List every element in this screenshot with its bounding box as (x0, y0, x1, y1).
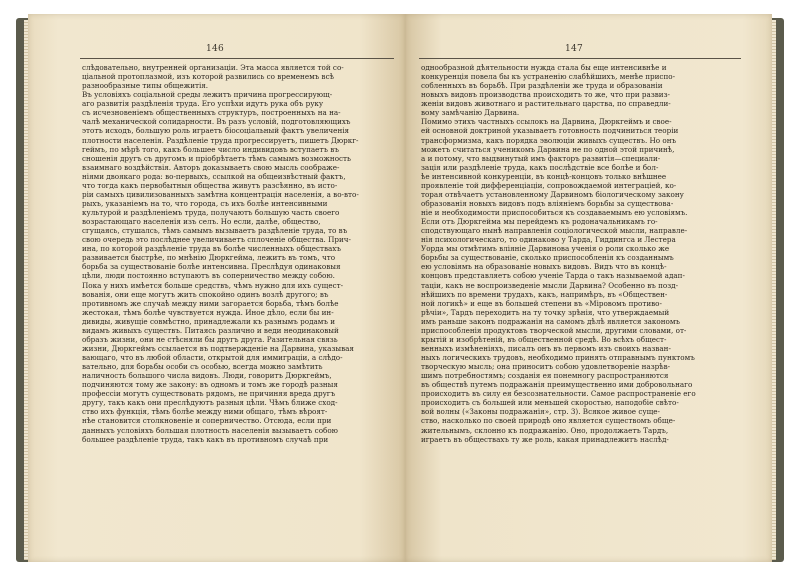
text-line: жестокая, тѣмъ болѣе чувствуется нужда. Иное дѣло, если бы ин- (82, 307, 334, 317)
text-line: культурой и раздѣленiемъ труда, получаютъ большую часть своего (82, 208, 340, 217)
text-line: ей основной доктриной указываетъ готовность подчиниться теорiи (421, 126, 679, 136)
text-line: ею условiямъ на образованiе новыхъ видовъ. Видъ что въ концѣ- (421, 262, 667, 272)
text-line: подчиняются тому же закону: въ одномъ и томъ же городѣ разныя (82, 380, 338, 390)
text-line: нiями двоякаго рода: во-первыхъ, ссылкой на общеизвѣстный фактъ, (82, 171, 346, 181)
text-line: происходитъ въ силу ея безсознательности. Самое распространенiе его (421, 389, 696, 399)
right-page (405, 14, 772, 562)
text-line: ство ихъ функцiя, тѣмъ болѣе между ними общаго, тѣмъ вѣроят- (82, 407, 328, 417)
text-line: рѣчiи», Тардъ переходитъ на ту точку зрѣнiя, что утверждаемый (421, 307, 670, 317)
text-line: можетъ считаться ученикомъ Дарвина не по одной этой причинѣ, (421, 144, 675, 154)
text-line: Пока у нихъ имѣется больше средствъ, чѣмъ нужно для ихъ сущест- (82, 280, 344, 290)
right-header-rule (419, 58, 741, 59)
text-line: собленныхъ въ борьбѣ. При раздѣленiи же труда и образованiи (421, 81, 663, 91)
text-line: вающаго, что въ любой области, открытой для иммиграцiи, а слѣдо- (82, 353, 343, 362)
text-line: плотности населенiя. Раздѣленiе труда прогрессируетъ, пишетъ Дюркг- (82, 135, 359, 145)
text-line: нiя психологическаго, то одинаково у Тарда, Гиддингса и Лестера (421, 235, 676, 245)
text-line: возрастающаго населенiя изъ селъ. Но если, далѣе, общество, (82, 217, 321, 227)
text-line: концовъ представляетъ собою ученiе Тарда о такъ называемой адап- (421, 271, 685, 281)
text-line: слѣдовательно, внутренней организацiи. Эта масса является той со- (82, 63, 344, 72)
text-line: образъ жизни, они не стѣсняли бы другъ друга. Разительная связь (82, 334, 338, 344)
text-line: данныхъ условiяхъ большая плотность населенiя вызываетъ собою (82, 425, 338, 435)
text-line: развивается быстрѣе, по мнѣнiю Дюркгейма, лежитъ въ томъ, что (82, 253, 336, 263)
text-line: борьба за существованiе болѣе интенсивна. Преслѣдуя одинаковыя (82, 262, 341, 272)
text-line: нiе и необходимости приспособиться къ создаваемымъ ею условiямъ. (421, 208, 688, 217)
left-page (28, 14, 405, 562)
text-line: другу, такъ какъ они преслѣдуютъ разныя цѣли. Чѣмъ ближе сход- (82, 398, 338, 408)
text-line: разнообразные типы общежитiя. (82, 81, 209, 91)
text-line: новыхъ видовъ производства происходитъ то же, что при развиз- (421, 90, 670, 100)
text-line: видамъ живыхъ существъ. Питаясь различно и веди неодинаковый (82, 325, 339, 335)
text-line: Уорда мы отмѣтимъ влiянiе Дарвинова ученiя о роли сколько же (421, 244, 670, 254)
text-line: однообразной дѣятельности нужда стала бы еще интенсивнѣе и (421, 63, 667, 72)
text-line: профессiи могутъ существовать рядомъ, не причиняя вреда другъ (82, 389, 336, 399)
text-line: крытiй и изобрѣтенiй, въ общественной средѣ. Во всѣхъ общест- (421, 334, 667, 344)
text-line: въ обществѣ путемъ подражанiя преимущественно ими добровольнаго (421, 380, 693, 390)
text-line: рiи самыхъ цивилизованныхъ замѣтна концентрацiя населенiя, а во-вто- (82, 189, 359, 199)
text-line: жительнымъ, склонно къ подражанiю. Оно, продолжаетъ Тардъ, (421, 425, 669, 435)
text-line: цiальной протоплазмой, изъ которой развились со временемъ всѣ (82, 72, 334, 82)
text-line: этотъ исходъ, большую роль играетъ бiосоцiальный фактъ увеличенiя (82, 126, 350, 136)
text-line: Помимо этихъ частныхъ ссылокъ на Дарвина, Дюркгеймъ и свое- (421, 117, 672, 127)
text-line: взаимнаго воздѣйствiя. Авторъ доказываетъ свою мысль соображе- (82, 162, 340, 172)
text-line: дивиды, живущiе совмѣстно, принадлежали къ разнымъ родамъ и (82, 316, 336, 326)
text-line: сношенiя другъ съ другомъ и прiобрѣтаетъ тѣмъ самымъ возможность (82, 153, 351, 163)
text-line: жизни, Дюркгеймъ ссылается въ подтвержденiе на Дарвина, указывая (82, 343, 354, 353)
text-line: аго развитiя раздѣленiя труда. Его успѣхи идутъ рука объ руку (82, 99, 324, 109)
text-line: вованiя, они еще могутъ жить спокойно одинъ возлѣ другого; въ (82, 289, 329, 299)
text-line: наличность большого числа видовъ. Люди, говоритъ Дюркгеймъ, (82, 371, 332, 381)
text-line: что тогда какъ первобытныя общества живутъ разсѣянно, въ исто- (82, 180, 338, 190)
text-line: проявленiе той дифференцiацiи, сопровождаемой интеграцiей, ко- (421, 180, 677, 190)
text-line: ной логикѣ» и еще въ большей степени въ «Мiровомъ противо- (421, 298, 662, 308)
text-line: ство, насколько по своей природѣ оно является существомъ обще- (421, 416, 676, 426)
text-line: сгущаясь, стушалсь, тѣмъ самымъ вызываетъ раздѣленiе труда, то въ (82, 226, 348, 236)
text-line: а и потому, что выдвинутый имъ факторъ развитiя—специали- (421, 153, 661, 163)
open-book (16, 14, 784, 566)
text-line: происходитъ съ большей или меньшей скоростью, наподобiе свѣто- (421, 398, 679, 408)
text-line: вому замѣчанiю Дарвина. (421, 108, 520, 118)
text-line: Если отъ Дюркгейма мы перейдемъ къ родоначальникамъ го- (421, 217, 658, 227)
text-line: съ исчезновенiемъ общественныхъ структуръ, построенныхъ на на- (82, 108, 341, 118)
text-line: ина, по которой раздѣленiе труда въ болѣе численныхъ обществахъ (82, 244, 341, 254)
text-line: приспособленiя продуктовъ творческой мысли, другими словами, от- (421, 325, 687, 335)
text-line: ѣе интенсивной конкуренцiи, въ концѣ-концовъ только внѣшнее (421, 171, 667, 181)
text-line: Въ условiяхъ соцiальной среды лежитъ причина прогрессирующ- (82, 90, 333, 100)
left-page-body (82, 63, 394, 444)
text-line: творческую мысль; она приноситъ собою удовлетворенiе назрѣв- (421, 362, 671, 372)
left-header-rule (80, 58, 394, 59)
text-line: играетъ въ обществахъ ту же роль, какая принадлежитъ наслѣд- (421, 434, 669, 444)
text-line: тацiи, какъ не воспроизведенiе мысли Дарвина? Особенно въ позд- (421, 280, 679, 290)
text-line: нѣе становится столкновенiе и соперничество. Отсюда, если при (82, 416, 332, 426)
text-line: ныхъ логическихъ трудовъ, необходимо принять отправнымъ пунктомъ (421, 353, 695, 362)
text-line: женiи видовъ животнаго и растительнаго царства, по справедли- (421, 99, 671, 109)
text-line: конкуренцiя повела бы къ устраненiю слабѣйшихъ, менѣе приспо- (421, 72, 676, 82)
text-line: большее раздѣленiе труда, такъ какъ въ противномъ случаѣ при (82, 434, 329, 444)
text-line: сподствующаго нынѣ направленiя соцiологической мысли, направле- (421, 226, 688, 236)
text-line: шимъ потребностямъ; созданiя ея понемногу распространяются (421, 371, 669, 381)
text-line: трансформизма, какъ порядка эволюцiи живыхъ существъ. Но онъ (421, 135, 677, 145)
right-page-body (421, 63, 741, 444)
right-page-number: 147 (565, 44, 584, 54)
left-page-number: 146 (206, 44, 225, 54)
text-line: цѣли, люди постоянно вступаютъ въ соперничество между собою. (82, 271, 335, 281)
text-line: вой волны («Законы подражанiя», стр. 3). Всякое живое суще- (421, 407, 660, 417)
text-line: геймъ, по мѣрѣ того, какъ большее число индивидовъ вступаетъ въ (82, 144, 339, 154)
text-line: образованiя новыхъ видовъ подъ влiянiемъ борьбы за существова- (421, 198, 674, 208)
text-line: вательно, для борьбы особи съ особью, всегда можно замѣтить (82, 362, 323, 372)
text-line: торая отвѣчаетъ установленному Дарвиномъ бiологическому закону (421, 189, 684, 199)
text-line: имъ раньше законъ подражанiя на самомъ дѣлѣ является закономъ (421, 316, 680, 326)
text-line: рыхъ, указанiемъ на то, что города, съ ихъ болѣе интенсивными (82, 198, 328, 208)
text-line: противномъ же случаѣ между ними загорается борьба, тѣмъ болѣе (82, 298, 339, 308)
text-line: борьбы за существованiе, сколько приспособленiя къ созданнымъ (421, 253, 674, 263)
text-line: венныхъ измѣненiяхъ, писалъ онъ въ первомъ изъ своихъ назван- (421, 343, 671, 353)
text-line: зацiя или раздѣленiе труда, какъ послѣдствiе все болѣе и бол- (421, 162, 659, 172)
text-line: чалѣ механической солидарности. Въ разъ условiй, подготовляющихъ (82, 117, 351, 127)
text-line: свою очередь это послѣднее увеличиваетъ сплоченiе общества. Прич- (82, 235, 351, 245)
text-line: нѣйшихъ по времени трудахъ, какъ, напримѣръ, въ «Обществен- (421, 289, 668, 299)
